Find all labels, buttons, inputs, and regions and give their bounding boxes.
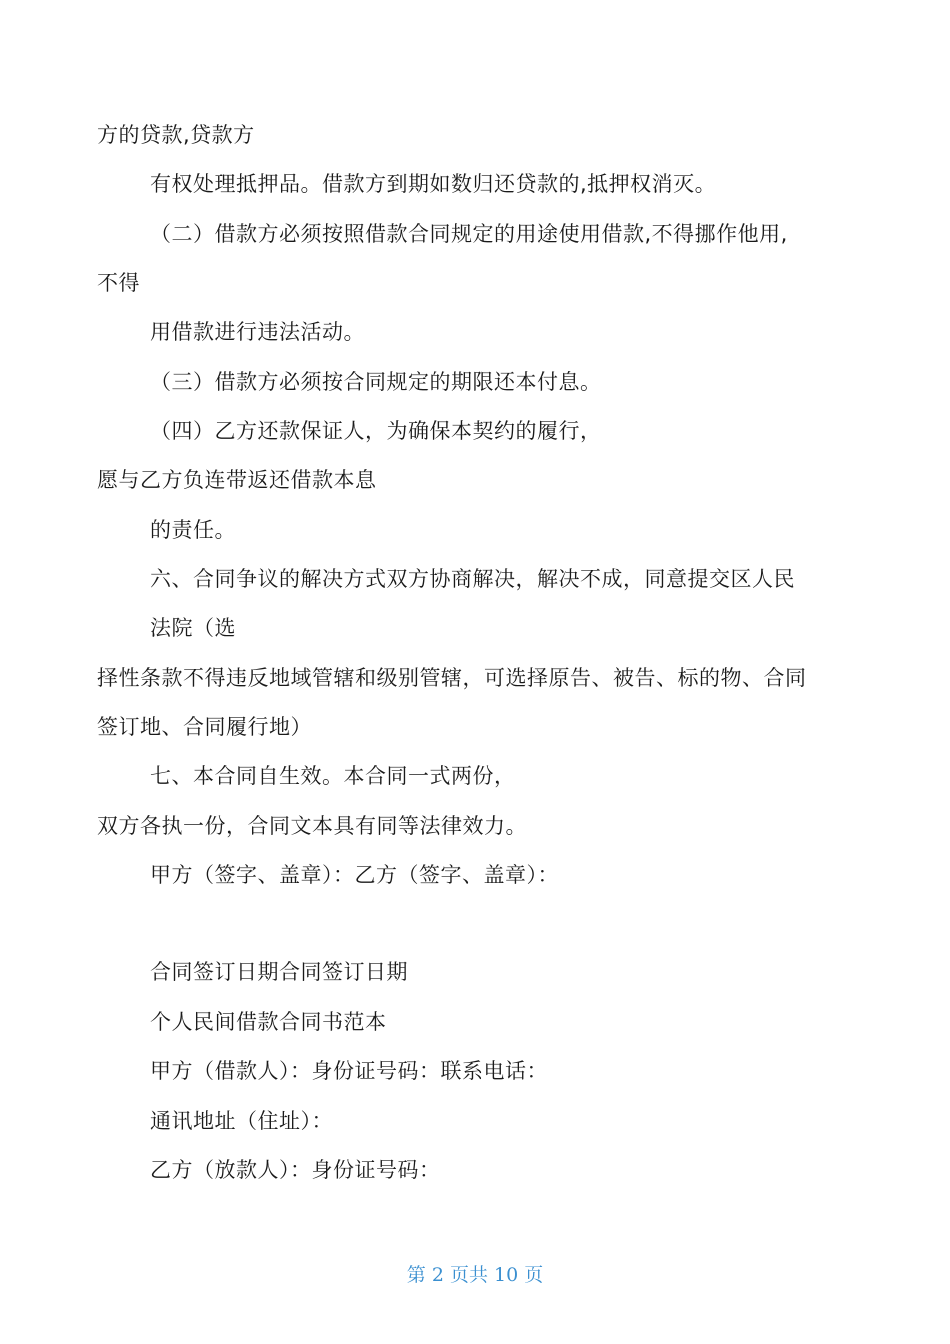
text-line: 的责任。 (150, 518, 236, 542)
text-line: 签订地、合同履行地） (97, 715, 312, 739)
date-line: 合同签订日期合同签订日期 (150, 960, 408, 984)
text-line: 不得 (97, 271, 140, 295)
text-line: 通讯地址（住址）： (150, 1109, 333, 1133)
text-line: 用借款进行违法活动。 (150, 320, 365, 344)
text-line: 愿与乙方负连带返还借款本息 (97, 468, 377, 492)
text-line: （三）借款方必须按合同规定的期限还本付息。 (150, 370, 602, 394)
text-line: 双方各执一份，合同文本具有同等法律效力。 (97, 814, 527, 838)
text-line: 择性条款不得违反地域管辖和级别管辖，可选择原告、被告、标的物、合同 (97, 666, 807, 690)
text-line: 方的贷款,贷款方 (97, 123, 255, 147)
text-line: 六、合同争议的解决方式双方协商解决，解决不成，同意提交区人民 (150, 567, 795, 591)
text-line: 甲方（借款人）：身份证号码：联系电话： (150, 1059, 548, 1083)
text-line: （二）借款方必须按照借款合同规定的用途使用借款,不得挪作他用, (150, 222, 788, 246)
section-title: 个人民间借款合同书范本 (150, 1010, 387, 1034)
text-line: 有权处理抵押品。借款方到期如数归还贷款的,抵押权消灭。 (150, 172, 717, 196)
text-line: 乙方（放款人）：身份证号码： (150, 1158, 441, 1182)
text-line: 法院（选 (150, 616, 236, 640)
page-number: 第 2 页共 10 页 (406, 1264, 544, 1286)
signature-line: 甲方（签字、盖章）：乙方（签字、盖章）： (150, 863, 559, 887)
text-line: 七、本合同自生效。本合同一式两份， (150, 764, 516, 788)
text-line: （四）乙方还款保证人，为确保本契约的履行， (150, 419, 602, 443)
